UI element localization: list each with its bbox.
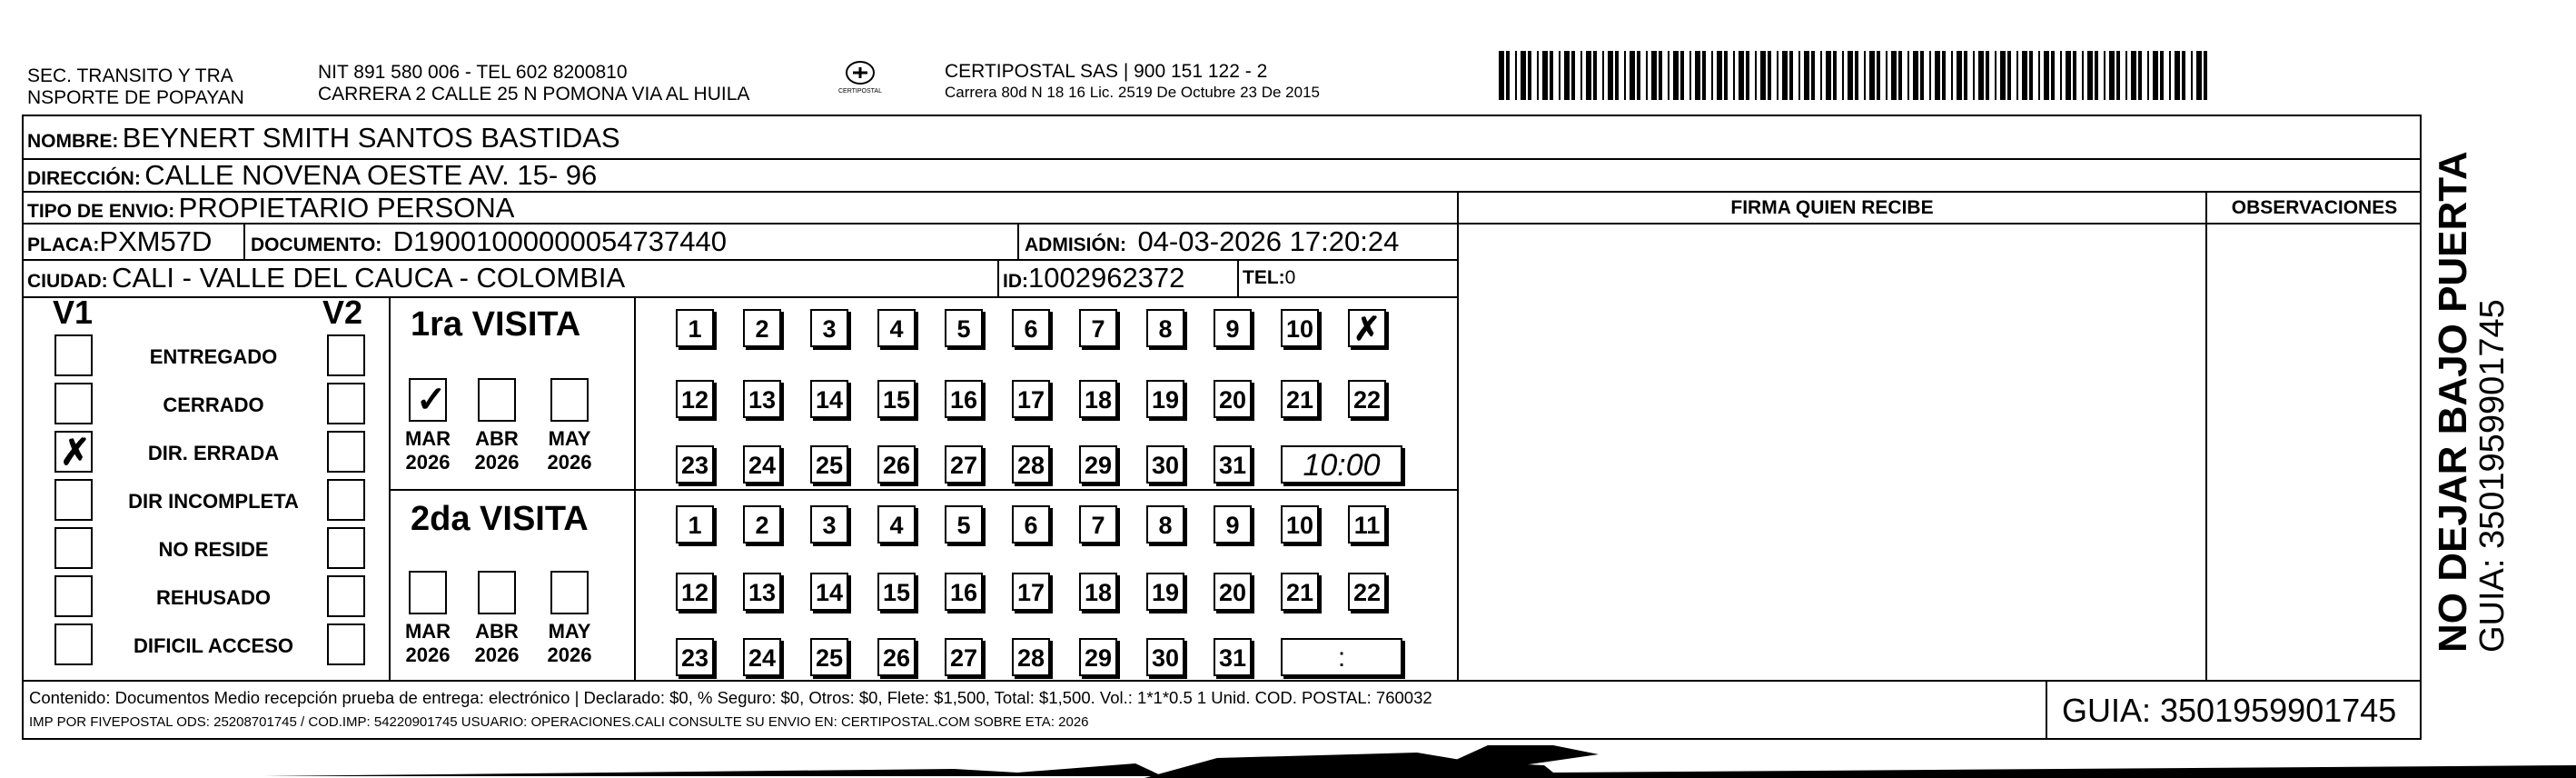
tel-value: 0 [1284, 267, 1296, 288]
day-box[interactable]: 15 [877, 573, 916, 611]
month-year: 2026 [405, 643, 451, 666]
v2-checkbox[interactable] [327, 479, 365, 521]
month-name: MAY [548, 427, 591, 450]
day-box[interactable]: 28 [1012, 638, 1050, 676]
month-year: 2026 [547, 643, 592, 666]
day-box[interactable]: 30 [1146, 638, 1184, 676]
barcode-graphic [1499, 51, 2216, 100]
day-box[interactable]: 23 [676, 445, 714, 484]
month-name: ABR [475, 427, 519, 450]
day-box[interactable]: 7 [1079, 309, 1117, 347]
direccion-label: DIRECCIÓN: [27, 168, 141, 189]
org-line-2: NSPORTE DE POPAYAN [27, 87, 244, 108]
v1-checkbox[interactable] [54, 623, 93, 665]
check-mark-icon: ✓ [416, 380, 447, 420]
placa-cell [27, 224, 212, 259]
status-label: CERRADO [163, 394, 264, 416]
month-label [396, 620, 460, 667]
day-box[interactable]: 6 [1012, 309, 1050, 347]
v1-label: V1 [53, 294, 94, 331]
tipo-label: TIPO DE ENVIO: [27, 201, 175, 222]
day-box[interactable]: 15 [877, 380, 916, 418]
tipo-row [27, 192, 514, 223]
check-mark-icon: ✗ [60, 433, 91, 473]
day-box[interactable]: 4 [877, 505, 916, 544]
footer-content: Contenido: Documentos Medio recepción prueba de entrega: electrónico | Declarado: $0, % Seguro: $0, Otros: $0, Flete: $1,500, Total: $1,500. Vol.: 1*1*0.5 1 Unid. COD. POSTAL: 760032 [29, 688, 1432, 707]
status-label: DIR. ERRADA [147, 442, 280, 464]
first-visit-title: 1ra VISITA [411, 305, 581, 344]
status-label: REHUSADO [156, 586, 271, 609]
month-name: MAR [404, 620, 451, 643]
day-box[interactable]: 20 [1214, 380, 1252, 418]
observaciones-header: OBSERVACIONES [2231, 197, 2398, 218]
barcode [1499, 51, 2216, 100]
month-label [538, 427, 601, 474]
day-box[interactable]: 13 [743, 573, 781, 611]
month-label [465, 427, 529, 474]
logo-icon [845, 60, 876, 87]
month-year: 2026 [405, 451, 451, 474]
logo-text: CERTIPOSTAL [838, 88, 882, 95]
day-box[interactable]: 17 [1012, 573, 1050, 611]
day-box[interactable]: 28 [1012, 445, 1050, 484]
day-box[interactable]: 9 [1214, 505, 1252, 544]
day-box[interactable]: 27 [945, 445, 983, 484]
day-box[interactable]: 2 [743, 309, 781, 347]
day-box[interactable]: 8 [1146, 505, 1184, 544]
day-box[interactable]: 2 [743, 505, 781, 544]
day-box[interactable]: 29 [1079, 638, 1117, 676]
day-box[interactable]: 13 [743, 380, 781, 418]
day-box[interactable]: 26 [877, 638, 916, 676]
side-guia: GUIA: 3501959901745 [2473, 299, 2512, 653]
id-label: ID: [1003, 271, 1028, 292]
day-box[interactable]: 10 [1281, 309, 1319, 347]
v1-checkbox[interactable] [54, 334, 93, 376]
day-box[interactable]: 24 [743, 638, 781, 676]
admision-value: 04-03-2026 17:20:24 [1137, 225, 1400, 257]
time-field[interactable]: : [1281, 638, 1402, 676]
footer-print-info: IMP POR FIVEPOSTAL ODS: 25208701745 / COD.IMP: 54220901745 USUARIO: OPERACIONES.CALI CONSULTE SU ENVIO EN: CERTIPOSTAL.COM SOBRE ETA: 2026 [29, 714, 1089, 730]
month-checkbox[interactable] [478, 378, 516, 422]
month-label [538, 620, 601, 667]
day-box[interactable]: 4 [877, 309, 916, 347]
v1-checkbox[interactable] [54, 479, 93, 521]
company-line-2: Carrera 80d N 18 16 Lic. 2519 De Octubre 23 De 2015 [945, 84, 1320, 101]
direccion-row [27, 159, 597, 191]
day-box[interactable]: 5 [945, 505, 983, 544]
month-checkbox[interactable] [550, 378, 589, 422]
v2-checkbox[interactable] [327, 575, 365, 617]
placa-value: PXM57D [99, 225, 213, 257]
day-box[interactable]: 26 [877, 445, 916, 484]
documento-label: DOCUMENTO: [251, 234, 382, 255]
day-box[interactable]: 17 [1012, 380, 1050, 418]
company-block [945, 60, 1320, 103]
day-box[interactable]: 27 [945, 638, 983, 676]
time-field[interactable]: 10:00 [1281, 445, 1402, 484]
day-box[interactable]: 11 [1348, 505, 1386, 544]
day-box[interactable]: 25 [810, 638, 848, 676]
day-box[interactable]: 25 [810, 445, 848, 484]
month-checkbox[interactable] [409, 378, 447, 422]
day-box[interactable]: 29 [1079, 445, 1117, 484]
day-box[interactable]: 22 [1348, 573, 1386, 611]
documento-value: D19001000000054737440 [392, 225, 727, 257]
admision-label: ADMISIÓN: [1025, 234, 1126, 255]
day-box[interactable]: 16 [945, 573, 983, 611]
day-box[interactable]: 5 [945, 309, 983, 347]
day-box[interactable]: 7 [1079, 505, 1117, 544]
status-label: NO RESIDE [158, 538, 269, 561]
month-year: 2026 [474, 643, 520, 666]
v2-label: V2 [322, 294, 363, 331]
day-box[interactable]: 12 [676, 573, 714, 611]
day-box[interactable]: 21 [1281, 573, 1319, 611]
day-box[interactable]: 30 [1146, 445, 1184, 484]
firma-header: FIRMA QUIEN RECIBE [1730, 197, 1934, 218]
day-box[interactable]: 12 [676, 380, 714, 418]
day-box[interactable]: 24 [743, 445, 781, 484]
nit-line-1: NIT 891 580 006 - TEL 602 8200810 [318, 62, 628, 83]
month-name: MAR [404, 427, 451, 450]
torn-edge [0, 745, 2576, 778]
ciudad-label: CIUDAD: [27, 271, 108, 292]
org-line-1: SEC. TRANSITO Y TRA [27, 65, 233, 86]
v1-checkbox[interactable] [54, 575, 93, 617]
month-name: MAY [548, 620, 591, 643]
nombre-row [27, 118, 620, 158]
day-box[interactable] [1348, 309, 1386, 347]
day-box[interactable]: 23 [676, 638, 714, 676]
day-box[interactable]: 16 [945, 380, 983, 418]
admision-cell [1025, 224, 1399, 259]
day-box[interactable]: 3 [810, 309, 848, 347]
v2-checkbox[interactable] [327, 527, 365, 569]
day-box[interactable]: 8 [1146, 309, 1184, 347]
org-name [27, 65, 244, 109]
tipo-value: PROPIETARIO PERSONA [178, 192, 515, 223]
nit-block [318, 62, 749, 105]
nombre-value: BEYNERT SMITH SANTOS BASTIDAS [122, 122, 620, 154]
v2-checkbox[interactable] [327, 383, 365, 424]
side-notice [2432, 151, 2511, 653]
ciudad-value: CALI - VALLE DEL CAUCA - COLOMBIA [112, 262, 626, 294]
v2-checkbox[interactable] [327, 431, 365, 473]
v2-checkbox[interactable] [327, 334, 365, 376]
day-box[interactable]: 18 [1079, 380, 1117, 418]
day-box[interactable]: 14 [810, 573, 848, 611]
day-box[interactable]: 19 [1146, 380, 1184, 418]
nombre-label: NOMBRE: [27, 131, 119, 152]
certipostal-logo [836, 60, 885, 109]
day-box[interactable]: 22 [1348, 380, 1386, 418]
placa-label: PLACA: [27, 234, 100, 255]
tel-label: TEL: [1243, 267, 1285, 288]
day-box[interactable]: 3 [810, 505, 848, 544]
v1-checkbox[interactable] [54, 431, 93, 473]
month-checkbox[interactable] [478, 571, 516, 614]
status-label: DIFICIL ACCESO [133, 634, 293, 657]
direccion-value: CALLE NOVENA OESTE AV. 15- 96 [144, 159, 598, 191]
month-checkbox[interactable] [409, 571, 447, 614]
day-box[interactable]: 19 [1146, 573, 1184, 611]
ciudad-cell [27, 260, 625, 296]
month-year: 2026 [474, 451, 520, 474]
v2-checkbox[interactable] [327, 623, 365, 665]
day-box[interactable]: 31 [1214, 445, 1252, 484]
day-box[interactable]: 31 [1214, 638, 1252, 676]
status-label: DIR INCOMPLETA [128, 490, 299, 513]
month-checkbox[interactable] [550, 571, 589, 614]
status-label: ENTREGADO [149, 345, 278, 368]
month-label [396, 427, 460, 474]
v1-checkbox[interactable] [54, 527, 93, 569]
day-box[interactable]: 9 [1214, 309, 1252, 347]
no-dejar-bajo-puerta: NO DEJAR BAJO PUERTA [2431, 151, 2475, 653]
id-value: 1002962372 [1028, 262, 1185, 294]
day-box[interactable]: 1 [676, 309, 714, 347]
day-box[interactable]: 10 [1281, 505, 1319, 544]
day-box[interactable]: 20 [1214, 573, 1252, 611]
month-label [465, 620, 529, 667]
footer-guia: GUIA: 3501959901745 [2062, 692, 2397, 729]
company-line-1: CERTIPOSTAL SAS | 900 151 122 - 2 [945, 61, 1268, 82]
day-box[interactable]: 1 [676, 505, 714, 544]
day-box[interactable]: 21 [1281, 380, 1319, 418]
day-box[interactable]: 18 [1079, 573, 1117, 611]
id-cell [1003, 260, 1184, 296]
nit-line-2: CARRERA 2 CALLE 25 N POMONA VIA AL HUILA [318, 84, 750, 105]
month-year: 2026 [547, 451, 592, 474]
v1-checkbox[interactable] [54, 383, 93, 424]
tel-cell [1243, 260, 1295, 296]
check-mark-icon: ✗ [1352, 310, 1382, 347]
documento-cell [251, 224, 727, 259]
day-box[interactable]: 14 [810, 380, 848, 418]
month-name: ABR [475, 620, 519, 643]
day-box[interactable]: 6 [1012, 505, 1050, 544]
second-visit-title: 2da VISITA [411, 500, 589, 538]
